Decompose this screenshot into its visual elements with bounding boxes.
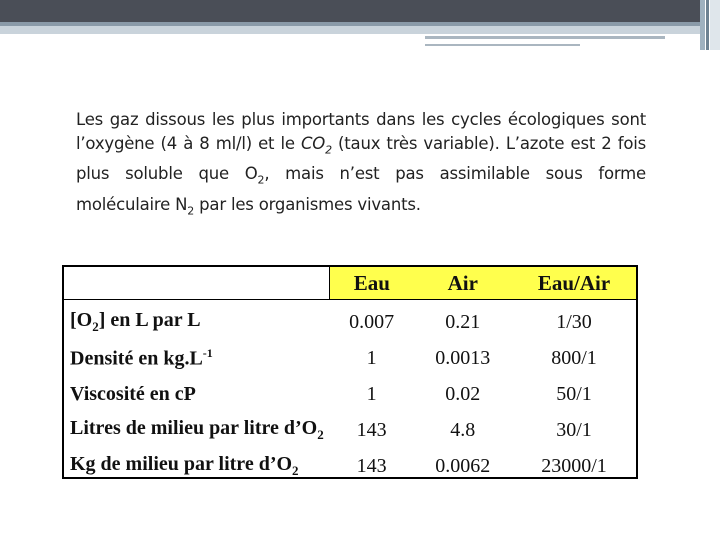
intro-paragraph	[76, 108, 646, 223]
cell-ratio: 800/1	[551, 346, 597, 369]
paragraph-line: Les gaz dissous les plus importants dans les cycles écologiques sont	[76, 110, 646, 129]
cell-eau: 1	[366, 346, 377, 369]
cell-eau: 143	[356, 418, 387, 441]
co2-subscript: 2	[325, 143, 332, 157]
paragraph-line: organismes vivants.	[258, 194, 421, 214]
paragraph-line: l’oxygène (4 à 8 ml/l) et le	[76, 134, 301, 153]
cell-eau: 1	[366, 382, 377, 405]
comparison-table	[62, 265, 638, 479]
corner-stripe	[700, 0, 705, 50]
header-eau: Eau	[330, 267, 414, 300]
cell-air: 0.0013	[435, 346, 491, 369]
corner-stripe	[710, 0, 720, 50]
table-row	[64, 412, 636, 448]
row-label-subscript: 2	[317, 427, 324, 442]
row-label-text: Kg de milieu par litre d’O	[70, 453, 293, 475]
table-row	[64, 300, 636, 341]
top-decorative-bar	[0, 0, 700, 22]
cell-air: 4.8	[450, 418, 476, 441]
row-label	[64, 412, 330, 448]
header-eau-air: Eau/Air	[512, 267, 636, 300]
cell-ratio: 1/30	[512, 300, 636, 341]
paragraph-line: (taux très variable). L’azote est 2 fois plus	[76, 134, 646, 184]
corner-stripe	[706, 0, 709, 50]
cell-ratio: 23000/1	[541, 454, 607, 477]
corner-decoration	[700, 0, 720, 50]
cell-eau: 143	[356, 454, 387, 477]
row-label-text: Litres de milieu par litre d’O	[70, 417, 318, 439]
co2-formula: CO	[300, 134, 326, 153]
row-label	[64, 300, 330, 341]
cell-eau: 0.007	[330, 300, 414, 341]
cell-air: 0.02	[445, 382, 481, 405]
row-label-superscript: -1	[202, 345, 213, 360]
cell-ratio: 30/1	[556, 418, 592, 441]
row-label	[64, 340, 330, 376]
table-row	[64, 376, 636, 412]
row-label-subscript: 2	[292, 463, 299, 478]
paragraph-line: soluble que O	[125, 164, 258, 184]
row-label-text: [O	[70, 309, 93, 331]
table-header-row	[64, 267, 636, 300]
top-bar-light-strip	[0, 26, 700, 34]
header-air: Air	[414, 267, 512, 300]
row-label-text: ] en L par L	[98, 309, 201, 331]
row-label-text: Densité en kg.L	[70, 347, 203, 370]
row-label-subscript: 2	[92, 319, 99, 334]
cell-ratio: 50/1	[556, 382, 592, 405]
header-blank-cell	[64, 267, 330, 300]
n2-subscript: 2	[187, 203, 195, 217]
row-label: Viscosité en cP	[70, 382, 196, 405]
table-row	[64, 448, 636, 484]
o2-subscript: 2	[257, 173, 265, 187]
cell-air: 0.21	[414, 300, 512, 341]
cell-air: 0.0062	[435, 454, 491, 477]
row-label	[64, 448, 330, 484]
decorative-line	[425, 44, 580, 46]
decorative-line	[425, 36, 665, 39]
paragraph-line: , mais n’est pas assimilable sous forme moléculaire N	[76, 164, 647, 214]
table-row	[64, 340, 636, 376]
paragraph-line: par les	[194, 194, 254, 214]
